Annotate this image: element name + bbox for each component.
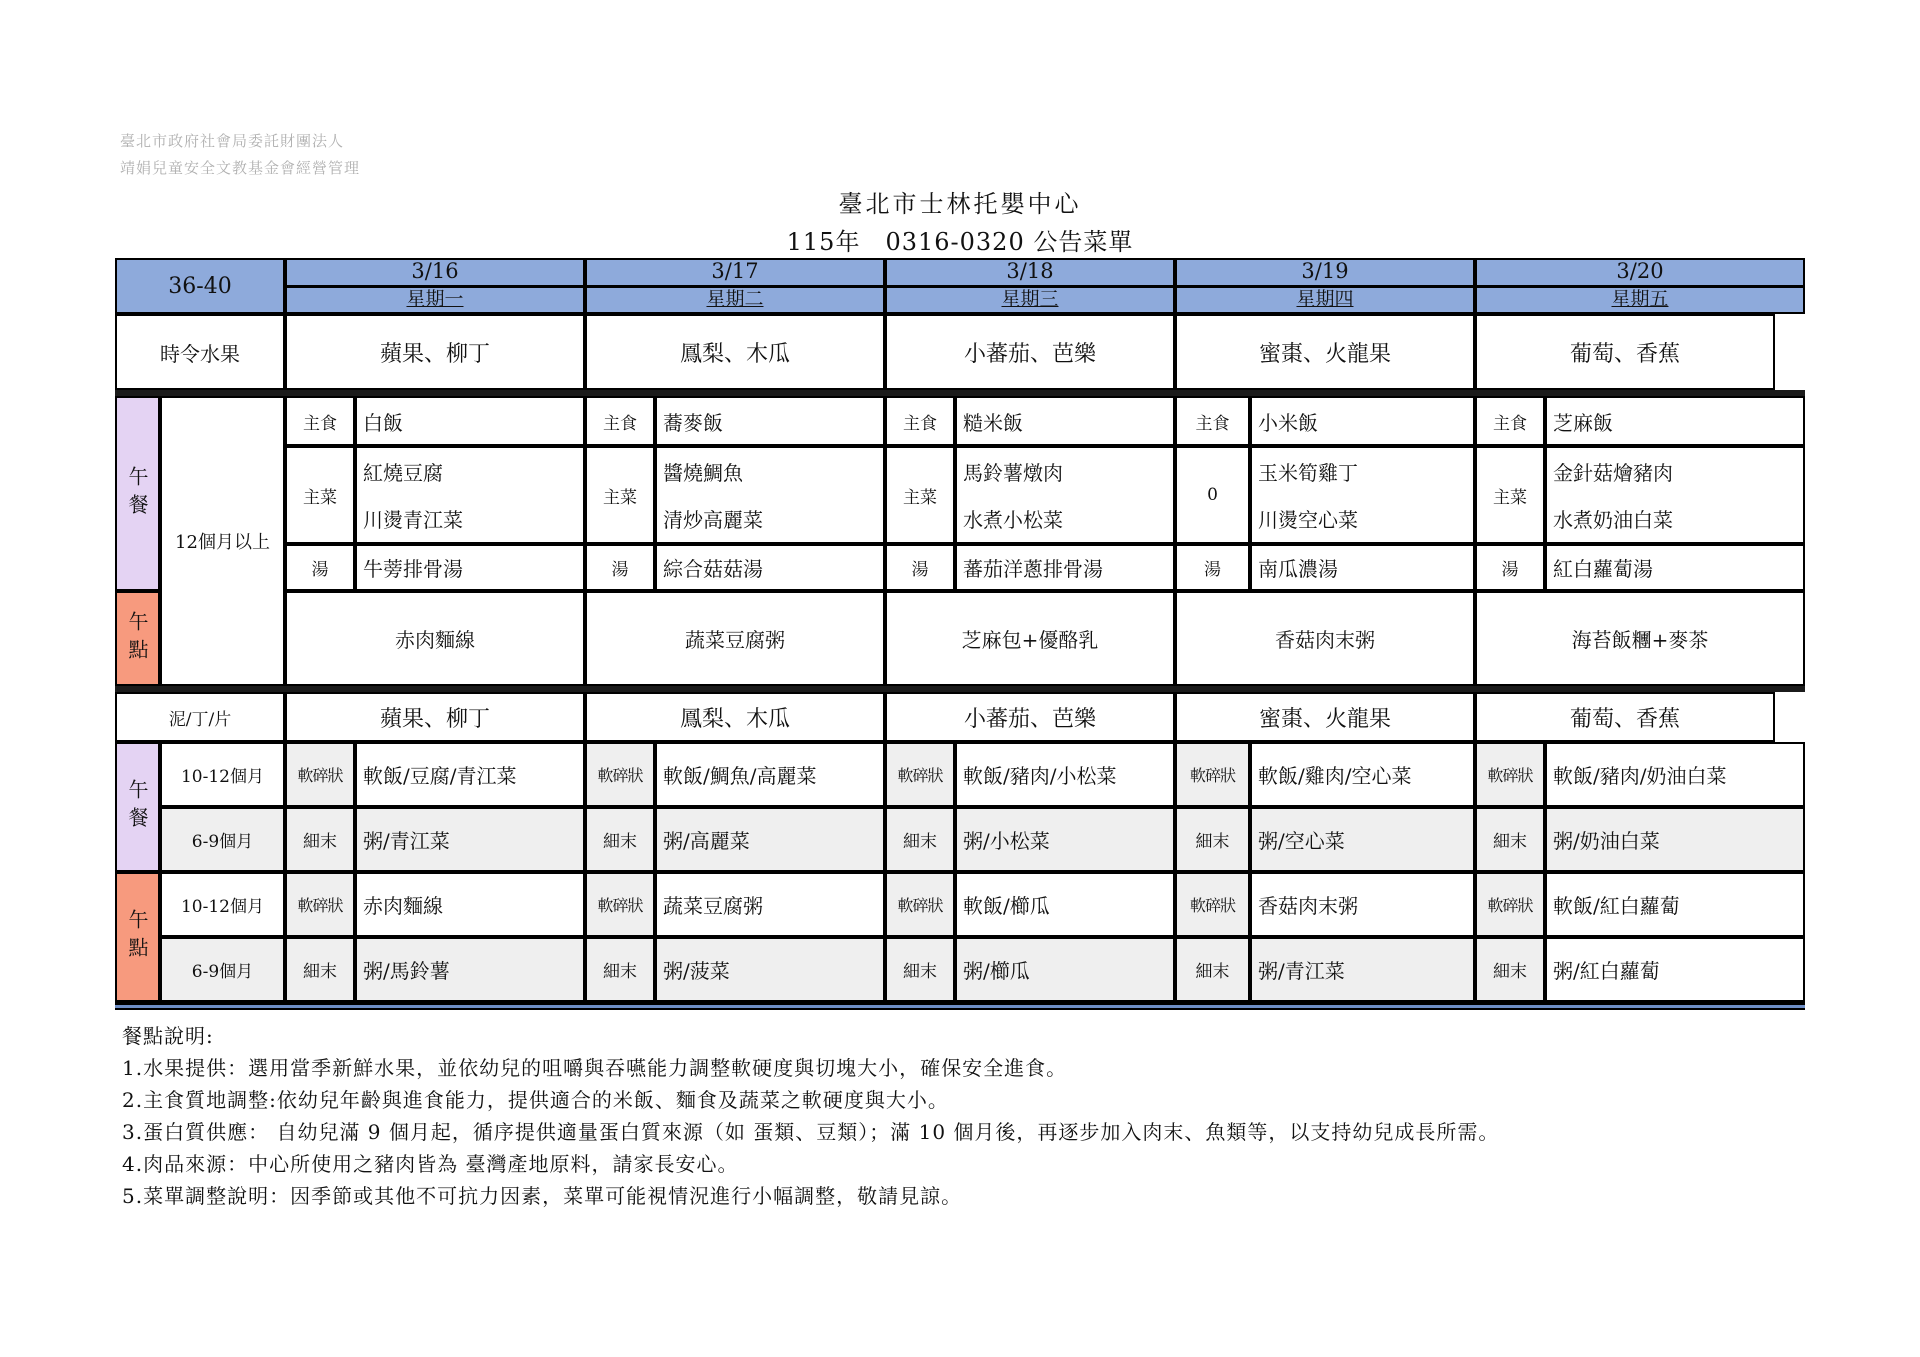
day-column — [1175, 396, 1475, 686]
infant-snack-6-9-row — [160, 937, 1805, 1002]
infant-dish: 粥/紅白蘿蔔 — [1545, 937, 1805, 1002]
day-header — [1175, 258, 1475, 314]
main-label: 主菜 — [585, 446, 655, 544]
staple-dish: 小米飯 — [1250, 396, 1475, 446]
main-dish — [355, 446, 585, 544]
staple-label: 主食 — [885, 396, 955, 446]
texture-label: 細末 — [1175, 807, 1250, 872]
texture-label: 細末 — [885, 807, 955, 872]
staple-dish: 蕎麥飯 — [655, 396, 885, 446]
main-dish-2: 水煮奶油白菜 — [1553, 508, 1673, 532]
note-item: 1.水果提供：選用當季新鮮水果，並依幼兒的咀嚼與吞嚥能力調整軟硬度與切塊大小，確保安全進食。 — [122, 1056, 1068, 1080]
infant-dish: 粥/奶油白菜 — [1545, 807, 1805, 872]
snack-label: 午點 — [115, 872, 160, 1002]
main-dish-1: 醬燒鯛魚 — [663, 461, 743, 485]
staple-label: 主食 — [285, 396, 355, 446]
fruit-cell: 鳳梨、木瓜 — [585, 692, 885, 742]
main-dish — [655, 446, 885, 544]
lunch-label: 午餐 — [115, 742, 160, 872]
org-line-1: 臺北市政府社會局委託財團法人 — [120, 132, 345, 150]
texture-label: 軟碎狀 — [1475, 742, 1545, 807]
main-dish-2: 川燙空心菜 — [1258, 508, 1358, 532]
main-dish-2: 川燙青江菜 — [363, 508, 463, 532]
soup-label: 湯 — [1475, 544, 1545, 591]
page-subtitle: 115年 0316-0320 公告菜單 — [786, 228, 1134, 256]
soup-label: 湯 — [885, 544, 955, 591]
staple-dish: 糙米飯 — [955, 396, 1175, 446]
soup-dish: 紅白蘿蔔湯 — [1545, 544, 1805, 591]
staple-dish: 白飯 — [355, 396, 585, 446]
snack-dish: 海苔飯糰+麥茶 — [1475, 591, 1805, 686]
fruit-cell: 小蕃茄、芭樂 — [885, 314, 1175, 390]
day-column — [1475, 396, 1805, 686]
main-dish-1: 紅燒豆腐 — [363, 461, 443, 485]
soup-label: 湯 — [1175, 544, 1250, 591]
fruit-cell: 葡萄、香蕉 — [1475, 692, 1775, 742]
fruit-cell: 蜜棗、火龍果 — [1175, 314, 1475, 390]
day-column — [285, 396, 585, 686]
snack-dish: 香菇肉末粥 — [1175, 591, 1475, 686]
staple-label: 主食 — [1475, 396, 1545, 446]
main-dish-2: 清炒高麗菜 — [663, 508, 763, 532]
lunch-label: 午餐 — [115, 396, 160, 591]
texture-label: 細末 — [585, 807, 655, 872]
texture-label: 軟碎狀 — [285, 742, 355, 807]
note-item: 3.蛋白質供應： 自幼兒滿 9 個月起，循序提供適量蛋白質來源（如 蛋類、豆類）；滿 10 個月後，再逐步加入肉末、魚類等，以支持幼兒成長所需。 — [122, 1120, 1500, 1144]
main-label: 0 — [1175, 446, 1250, 544]
texture-label: 細末 — [1475, 937, 1545, 1002]
texture-label: 軟碎狀 — [885, 742, 955, 807]
texture-label: 細末 — [1475, 807, 1545, 872]
snack-dish: 蔬菜豆腐粥 — [585, 591, 885, 686]
age-label: 6-9個月 — [160, 807, 285, 872]
infant-dish: 粥/青江菜 — [355, 807, 585, 872]
infant-dish: 粥/高麗菜 — [655, 807, 885, 872]
infant-dish: 軟飯/豆腐/青江菜 — [355, 742, 585, 807]
menu-table — [115, 258, 1805, 1010]
day-date: 3/17 — [587, 260, 883, 288]
texture-label: 軟碎狀 — [885, 872, 955, 937]
infant-dish: 粥/櫛瓜 — [955, 937, 1175, 1002]
day-weekday: 星期三 — [1001, 287, 1059, 310]
main-label: 主菜 — [1475, 446, 1545, 544]
infant-dish: 粥/小松菜 — [955, 807, 1175, 872]
organization-header — [120, 128, 360, 182]
day-header — [1475, 258, 1805, 314]
snack-dish: 芝麻包+優酪乳 — [885, 591, 1175, 686]
main-dish-1: 金針菇燴豬肉 — [1553, 461, 1673, 485]
main-dish — [1250, 446, 1475, 544]
main-dish-1: 玉米筍雞丁 — [1258, 461, 1358, 485]
main-label: 主菜 — [285, 446, 355, 544]
texture-label: 軟碎狀 — [585, 742, 655, 807]
fruit-cell: 蘋果、柳丁 — [285, 314, 585, 390]
texture-label: 軟碎狀 — [585, 872, 655, 937]
note-item: 2.主食質地調整:依幼兒年齡與進食能力，提供適合的米飯、麵食及蔬菜之軟硬度與大小。 — [122, 1088, 949, 1112]
infant-dish: 軟飯/紅白蘿蔔 — [1545, 872, 1805, 937]
infant-block — [115, 742, 1805, 1002]
day-date: 3/19 — [1177, 260, 1473, 288]
texture-label: 軟碎狀 — [285, 872, 355, 937]
fruit-cell: 鳳梨、木瓜 — [585, 314, 885, 390]
snack-dish: 赤肉麵線 — [285, 591, 585, 686]
soup-label: 湯 — [285, 544, 355, 591]
day-weekday: 星期二 — [706, 287, 764, 310]
infant-lunch-10-12-row — [160, 742, 1805, 807]
infant-fruit-row — [115, 692, 1805, 742]
infant-dish: 軟飯/櫛瓜 — [955, 872, 1175, 937]
day-date: 3/16 — [287, 260, 583, 288]
infant-dish: 赤肉麵線 — [355, 872, 585, 937]
infant-dish: 軟飯/鯛魚/高麗菜 — [655, 742, 885, 807]
infant-dish: 粥/空心菜 — [1250, 807, 1475, 872]
toddler-block — [115, 396, 1805, 686]
main-dish — [1545, 446, 1805, 544]
note-item: 4.肉品來源：中心所使用之豬肉皆為 臺灣產地原料，請家長安心。 — [122, 1152, 739, 1176]
staple-label: 主食 — [1175, 396, 1250, 446]
main-dish-2: 水煮小松菜 — [963, 508, 1063, 532]
infant-dish: 粥/馬鈴薯 — [355, 937, 585, 1002]
infant-fruit-label: 泥/丁/片 — [115, 692, 285, 742]
day-header — [885, 258, 1175, 314]
soup-dish: 南瓜濃湯 — [1250, 544, 1475, 591]
header-row — [115, 258, 1805, 314]
texture-label: 細末 — [285, 807, 355, 872]
infant-dish: 粥/青江菜 — [1250, 937, 1475, 1002]
day-header — [285, 258, 585, 314]
texture-label: 軟碎狀 — [1475, 872, 1545, 937]
fruit-cell: 葡萄、香蕉 — [1475, 314, 1775, 390]
table-bottom-border — [115, 1002, 1805, 1010]
soup-dish: 牛蒡排骨湯 — [355, 544, 585, 591]
texture-label: 軟碎狀 — [1175, 742, 1250, 807]
snack-label: 午點 — [115, 591, 160, 686]
main-dish-1: 馬鈴薯燉肉 — [963, 461, 1063, 485]
soup-dish: 蕃茄洋蔥排骨湯 — [955, 544, 1175, 591]
meal-type-column — [115, 396, 160, 686]
infant-dish: 軟飯/雞肉/空心菜 — [1250, 742, 1475, 807]
infant-dish: 粥/菠菜 — [655, 937, 885, 1002]
infant-dish: 軟飯/豬肉/小松菜 — [955, 742, 1175, 807]
texture-label: 細末 — [585, 937, 655, 1002]
day-weekday: 星期四 — [1296, 287, 1354, 310]
day-weekday: 星期一 — [406, 287, 464, 310]
texture-label: 細末 — [285, 937, 355, 1002]
day-date: 3/20 — [1477, 260, 1803, 288]
meal-type-column — [115, 742, 160, 1002]
staple-label: 主食 — [585, 396, 655, 446]
age-label: 10-12個月 — [160, 742, 285, 807]
day-date: 3/18 — [887, 260, 1173, 288]
soup-label: 湯 — [585, 544, 655, 591]
main-label: 主菜 — [885, 446, 955, 544]
infant-snack-10-12-row — [160, 872, 1805, 937]
infant-dish: 軟飯/豬肉/奶油白菜 — [1545, 742, 1805, 807]
note-item: 5.菜單調整說明：因季節或其他不可抗力因素，菜單可能視情況進行小幅調整，敬請見諒。 — [122, 1184, 963, 1208]
texture-label: 細末 — [1175, 937, 1250, 1002]
page-title: 臺北市士林托嬰中心 — [838, 190, 1082, 218]
fruit-cell: 小蕃茄、芭樂 — [885, 692, 1175, 742]
meal-notes — [122, 1020, 1499, 1212]
day-column — [585, 396, 885, 686]
day-weekday: 星期五 — [1611, 287, 1669, 310]
texture-label: 細末 — [885, 937, 955, 1002]
fruit-cell: 蜜棗、火龍果 — [1175, 692, 1475, 742]
age-label: 10-12個月 — [160, 872, 285, 937]
infant-dish: 蔬菜豆腐粥 — [655, 872, 885, 937]
fruit-row — [115, 314, 1805, 390]
notes-heading: 餐點說明: — [122, 1024, 214, 1048]
group-label: 36-40 — [115, 258, 285, 314]
infant-lunch-6-9-row — [160, 807, 1805, 872]
main-dish — [955, 446, 1175, 544]
fruit-label: 時令水果 — [115, 314, 285, 390]
texture-label: 軟碎狀 — [1175, 872, 1250, 937]
org-line-2: 靖娟兒童安全文教基金會經營管理 — [120, 159, 361, 177]
day-header — [585, 258, 885, 314]
infant-dish: 香菇肉末粥 — [1250, 872, 1475, 937]
age-label: 12個月以上 — [160, 396, 285, 686]
day-column — [885, 396, 1175, 686]
fruit-cell: 蘋果、柳丁 — [285, 692, 585, 742]
soup-dish: 綜合菇菇湯 — [655, 544, 885, 591]
age-label: 6-9個月 — [160, 937, 285, 1002]
staple-dish: 芝麻飯 — [1545, 396, 1805, 446]
